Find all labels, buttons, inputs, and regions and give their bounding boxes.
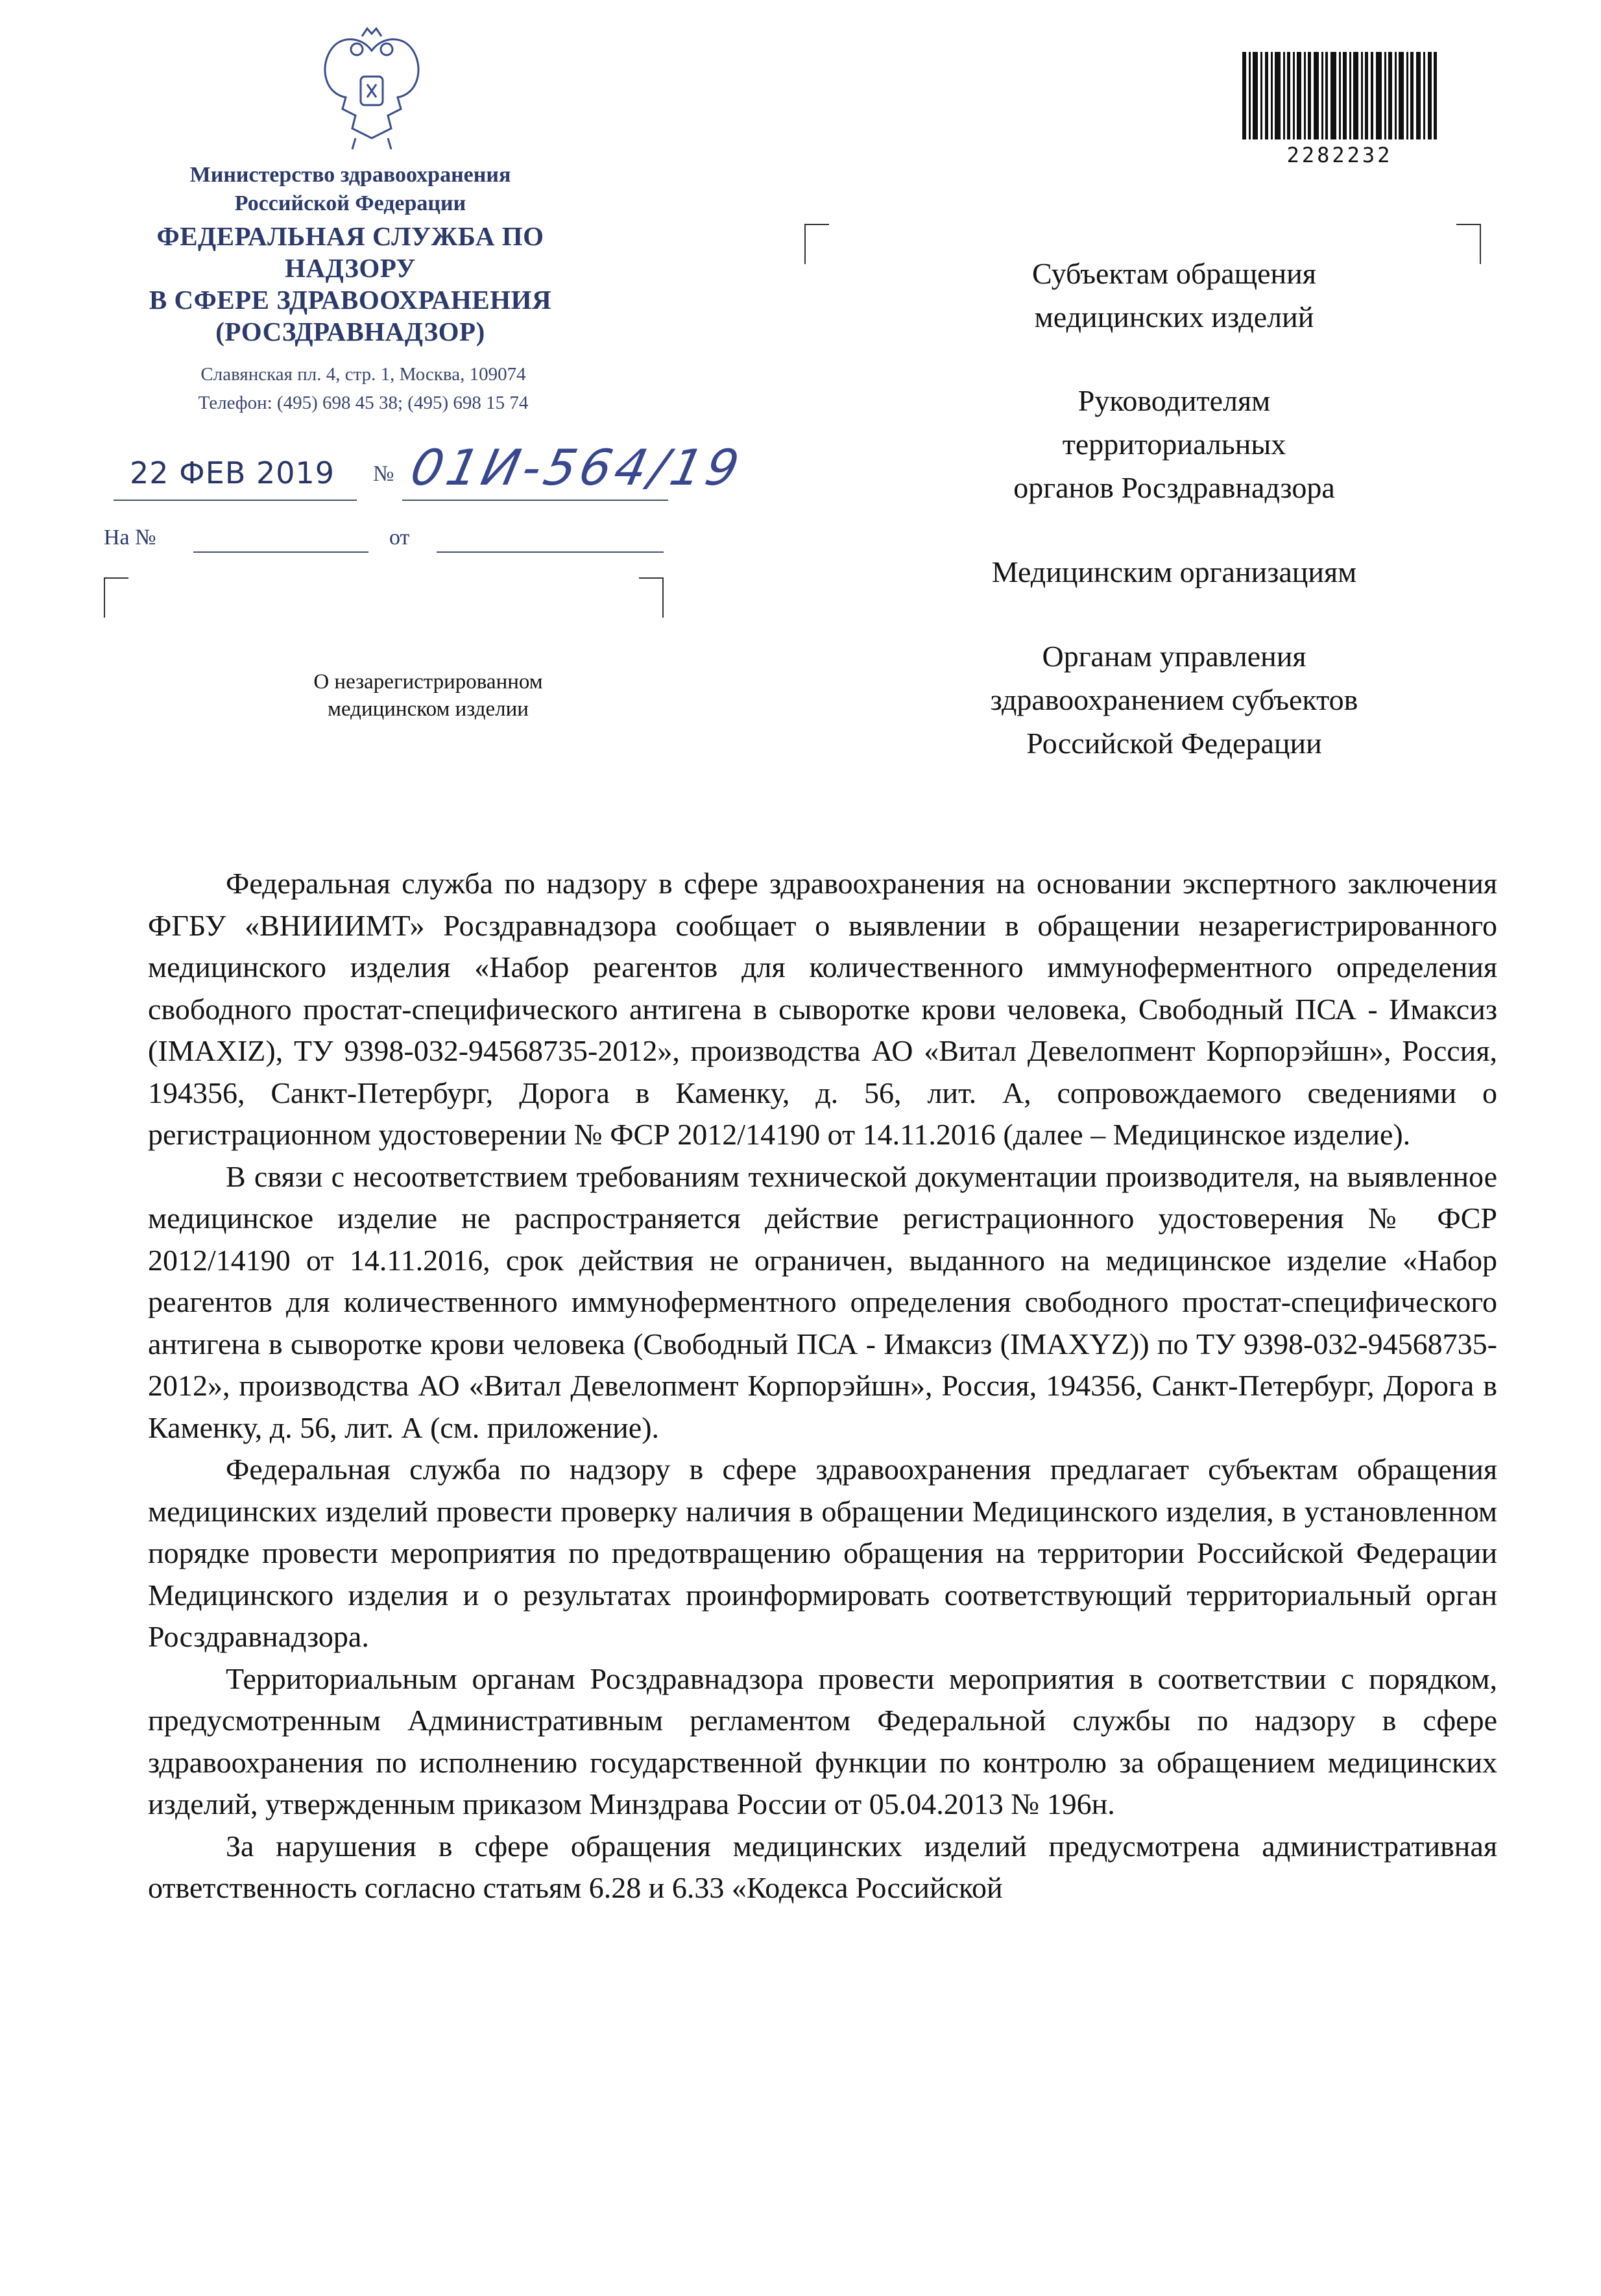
barcode-number: 2282232 xyxy=(1286,143,1393,167)
subject-line-2: медицинском изделии xyxy=(328,697,529,721)
ministry-line-2: Российской Федерации xyxy=(234,191,466,215)
ministry-line-1: Министерство здравоохранения xyxy=(189,163,511,187)
addressee-territorial-heads xyxy=(921,379,1427,509)
addressee-bracket-left xyxy=(804,224,829,264)
subject-line-1: О незарегистрированном xyxy=(313,670,543,694)
service-line-2: В СФЕРЕ ЗДРАВООХРАНЕНИЯ xyxy=(149,285,552,315)
body-paragraph-1: Федеральная служба по надзору в сфере здравоохранения на основании экспертного заключения ФГБУ «ВНИИИМТ» Росздравнадзора сообщает о выявлении в обращении незарегистрированного медицинского изделия «Набор реагентов для количественного иммуноферментного определения свободного простат-специфического антигена в сыворотке крови человека, Свободный ПСА - Имаксиз (IMAXIZ), ТУ 9398-032-94568735-2012», производства АО «Витал Девелопмент Корпорэйшн», Россия, 194356, Санкт-Петербург, Дорога в Каменку, д. 56, лит. А, сопровождаемого сведениями о регистрационном удостоверении № ФСР 2012/14190 от 14.11.2016 (далее – Медицинское изделие). xyxy=(148,867,1497,1151)
addressee-4-line-2: здравоохранением субъектов xyxy=(990,683,1358,716)
service-line-1: ФЕДЕРАЛЬНАЯ СЛУЖБА ПО НАДЗОРУ xyxy=(156,221,544,283)
addressee-4-line-1: Органам управления xyxy=(1042,640,1306,673)
letter-body xyxy=(148,863,1497,1909)
addressee-2-line-3: органов Росздравнадзора xyxy=(1013,471,1335,504)
phones-line: Телефон: (495) 698 45 38; (495) 698 15 74 xyxy=(198,393,529,413)
address-line: Славянская пл. 4, стр. 1, Москва, 109074 xyxy=(200,364,526,385)
addressee-2-line-2: территориальных xyxy=(1062,428,1286,461)
bracket-top-left xyxy=(104,577,128,618)
bracket-top-right xyxy=(639,577,664,618)
body-paragraph-2: В связи с несоответствием требованиям технической документации производителя, на выявленное медицинское изделие не распространяется действие регистрационного удостоверения № ФСР 2012/14190 от 14.11.2016, срок действия не ограничен, выданного на медицинское изделие «Набор реагентов для количественного иммуноферментного определения свободного простат-специфического антигена в сыворотке крови человека (Свободный ПСА - Имаксиз (IMAXYZ)) по ТУ 9398-032-94568735-2012», производства АО «Витал Девелопмент Корпорэйшн», Россия, 194356, Санкт-Петербург, Дорога в Каменку, д. 56, лит. А (см. приложение). xyxy=(148,1159,1497,1444)
service-line-3: (РОСЗДРАВНАДЗОР) xyxy=(215,317,485,346)
reply-from-line xyxy=(437,551,664,553)
addressee-health-authorities xyxy=(921,634,1427,765)
reply-number-line xyxy=(193,551,368,553)
addressee-3-line-1: Медицинским организациям xyxy=(991,555,1357,588)
addressee-1-line-2: медицинских изделий xyxy=(1034,300,1314,333)
reply-number-label: На № xyxy=(104,526,156,550)
number-underline xyxy=(402,500,668,501)
reply-from-label: от xyxy=(389,526,410,550)
body-paragraph-4: Территориальным органам Росздравнадзора провести мероприятия в соответствии с порядком, предусмотренным Административным регламентом Федеральной службы по надзору в сфере здравоохранения по исполнению государственной функции по контролю за обращением медицинских изделий, утвержденным приказом Минздрава России от 05.04.2013 № 196н. xyxy=(148,1662,1497,1820)
date-underline xyxy=(114,500,357,501)
ministry-name xyxy=(104,161,597,218)
addressee-4-line-3: Российской Федерации xyxy=(1026,727,1322,760)
addressee-bracket-right xyxy=(1456,224,1481,264)
address-block xyxy=(130,360,597,417)
letter-subject xyxy=(253,668,603,723)
barcode xyxy=(1242,52,1437,139)
registration-number: 01И-564/19 xyxy=(405,439,748,496)
addressee-medical-organizations xyxy=(921,550,1427,594)
service-name xyxy=(104,221,597,348)
addressee-2-line-1: Руководителям xyxy=(1077,384,1271,417)
addressee-circulation-subjects xyxy=(921,252,1427,339)
registration-date: 22 ФЕВ 2019 xyxy=(130,455,335,490)
coat-of-arms-emblem xyxy=(317,25,427,152)
body-paragraph-5: За нарушения в сфере обращения медицинских изделий предусмотрена административная ответственность согласно статьям 6.28 и 6.33 «Кодекса Российской xyxy=(148,1829,1497,1904)
number-label: № xyxy=(373,462,394,486)
addressee-1-line-1: Субъектам обращения xyxy=(1032,257,1316,290)
body-paragraph-3: Федеральная служба по надзору в сфере здравоохранения предлагает субъектам обращения медицинских изделий провести проверку наличия в обращении Медицинского изделия, в установленном порядке провести мероприятия по предотвращению обращения на территории Российской Федерации Медицинского изделия и о результатах проинформировать соответствующий территориальный орган Росздравнадзора. xyxy=(148,1453,1497,1653)
